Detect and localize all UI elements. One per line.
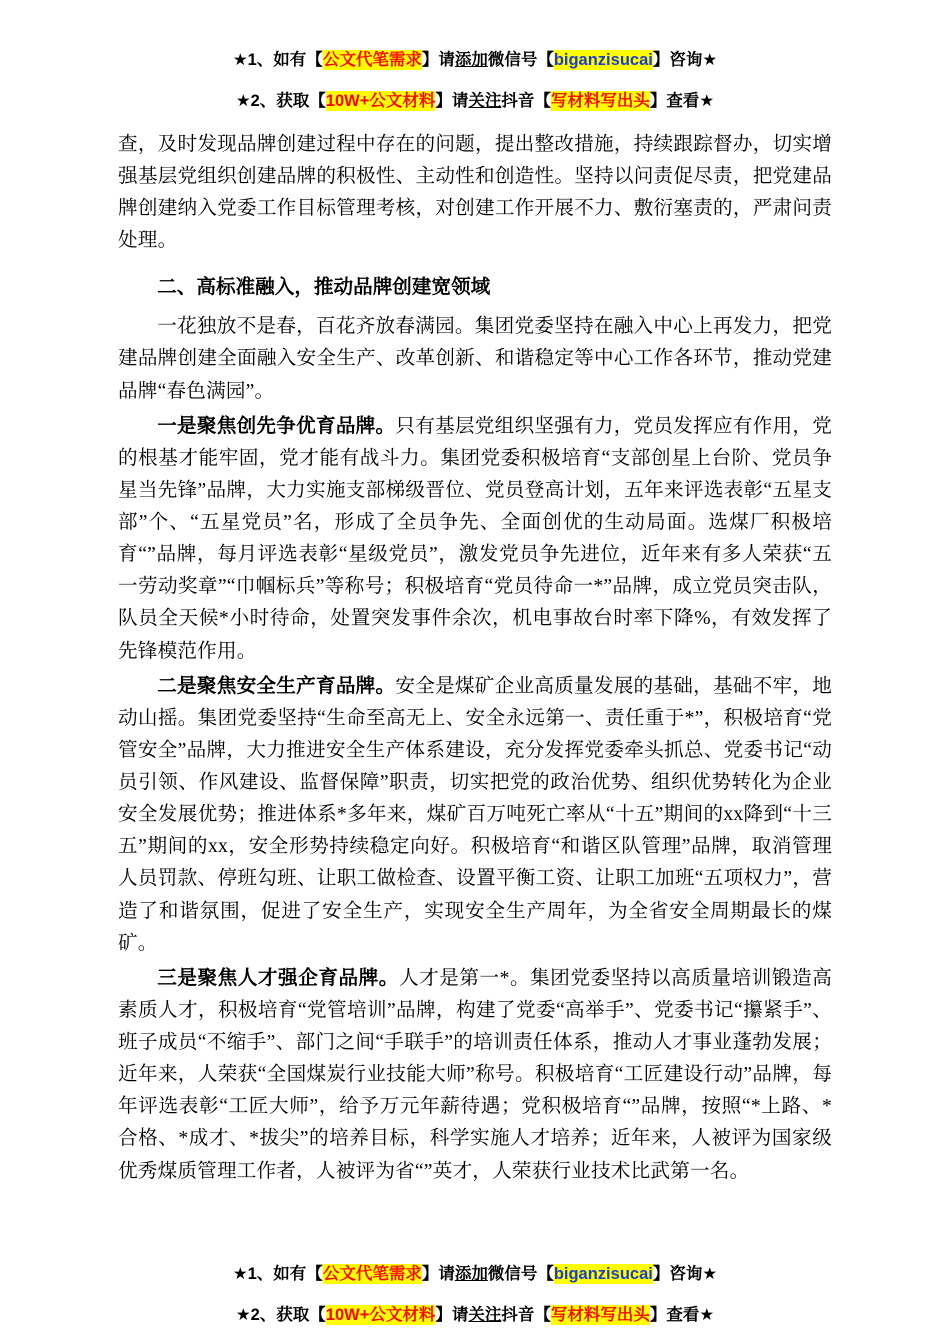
body-footer-spacer	[118, 1190, 832, 1236]
promo-bottom-line2-mid1: 】请	[435, 1305, 469, 1324]
promo-bottom-line2-prefix: ★2、获取【	[235, 1305, 326, 1324]
promo-bottom-line2-mid2: 抖音【	[501, 1305, 551, 1324]
body-paragraph-continuation: 查，及时发现品牌创建过程中存在的问题，提出整改措施，持续跟踪督办，切实增强基层党组织创建品牌的积极性、主动性和创造性。坚持以问责促尽责，把党建品牌创建纳入党委工作目标管理考核，对创建工作开展不力、敷衍塞责的，严肃问责处理。	[118, 133, 832, 251]
promo-bottom-line2-keyword-1: 10W+公文材料	[325, 1305, 436, 1324]
promo-top-line1-keyword-2: biganzisucai	[553, 51, 653, 69]
promo-top-line1-prefix: ★1、如有【	[232, 51, 323, 69]
document-body	[118, 129, 832, 1188]
promo-top-line1-keyword-1: 公文代笔需求	[322, 51, 422, 69]
body-paragraph-point-one	[118, 410, 832, 668]
promo-banner-bottom	[118, 1266, 832, 1325]
promo-banner-top	[118, 52, 832, 111]
point-two-lead: 二是聚焦安全生产育品牌。	[157, 674, 396, 697]
promo-bottom-line2-underline-1: 关注	[468, 1305, 502, 1324]
promo-bottom-line2-keyword-2: 写材料写出头	[550, 1305, 650, 1324]
promo-top-line1-suffix: 】咨询★	[652, 51, 718, 69]
promo-bottom-line1-keyword-1: 公文代笔需求	[322, 1264, 422, 1283]
body-paragraph-point-two	[118, 670, 832, 960]
promo-top-line-1	[118, 52, 832, 69]
promo-bottom-line1-mid2: 微信号【	[487, 1264, 554, 1283]
point-three-text: 人才是第一*。集团党委坚持以高质量培训锻造高素质人才，积极培育“党管培训”品牌，构建了党委“高举手”、党委书记“攥紧手”、班子成员“不缩手”、部门之间“手联手”的培训责任体系，推动人才事业蓬勃发展；近年来，人荣获“全国煤炭行业技能大师”称号。积极培育“工匠建设行动”品牌，每年评选表彰“工匠大师”，给予万元年薪待遇；党积极培育“”品牌，按照“*上路、*合格、*成才、*拔尖”的培养目标，科学实施人才培养；近年来，人被评为国家级优秀煤质管理工作者，人被评为省“”英才，人荣获行业技术比武第一名。	[118, 967, 832, 1182]
promo-bottom-line2-suffix: 】查看★	[649, 1305, 715, 1324]
body-paragraph-point-three	[118, 962, 832, 1188]
promo-bottom-line1-underline-1: 添加	[454, 1264, 488, 1283]
promo-top-line2-mid2: 抖音【	[501, 92, 551, 111]
promo-top-line1-mid2: 微信号【	[487, 51, 554, 69]
body-paragraph-intro: 一花独放不是春，百花齐放春满园。集团党委坚持在融入中心上再发力，把党建品牌创建全面融入安全生产、改革创新、和谐稳定等中心工作各环节，推动党建品牌“春色满园”。	[118, 316, 832, 402]
promo-bottom-line1-mid1: 】请	[421, 1264, 455, 1283]
promo-bottom-line1-prefix: ★1、如有【	[232, 1264, 323, 1283]
promo-bottom-line1-keyword-2: biganzisucai	[553, 1264, 653, 1283]
promo-top-line2-suffix: 】查看★	[649, 92, 715, 111]
point-one-lead: 一是聚焦创先争优育品牌。	[157, 414, 396, 437]
promo-top-line1-underline-1: 添加	[454, 51, 488, 69]
point-one-text: 只有基层党组织坚强有力，党员发挥应有作用，党的根基才能牢固，党才能有战斗力。集团党委积极培育“支部创星上台阶、党员争星当先锋”品牌，大力实施支部梯级晋位、党员登高计划，五年来评选表彰“五星支部”个、“五星党员”名，形成了全员争先、全面创优的生动局面。选煤厂积极培育“”品牌，每月评选表彰“星级党员”，激发党员争先进位，近年来有多人荣获“五一劳动奖章”“巾帼标兵”等称号；积极培育“党员待命一*”品牌，成立党员突击队，队员全天候*小时待命，处置突发事件余次，机电事故台时率下降%，有效发挥了先锋模范作用。	[118, 415, 832, 662]
point-three-lead: 三是聚焦人才强企育品牌。	[157, 966, 399, 989]
promo-bottom-line-2	[118, 1307, 832, 1324]
promo-top-line2-underline-1: 关注	[468, 92, 502, 111]
promo-bottom-line-1	[118, 1266, 832, 1283]
section-heading-two: 二、高标准融入，推动品牌创建宽领域	[157, 276, 491, 299]
promo-top-line1-mid1: 】请	[421, 51, 455, 69]
promo-top-line2-keyword-2: 写材料写出头	[550, 92, 650, 111]
promo-bottom-line1-suffix: 】咨询★	[652, 1264, 718, 1283]
promo-top-line2-keyword-1: 10W+公文材料	[325, 92, 436, 111]
promo-top-line-2	[118, 93, 832, 110]
promo-top-line2-prefix: ★2、获取【	[235, 92, 326, 111]
promo-top-line2-mid1: 】请	[435, 92, 469, 111]
point-two-text: 安全是煤矿企业高质量发展的基础，基础不牢，地动山摇。集团党委坚持“生命至高无上、安全永远第一、责任重于*”，积极培育“党管安全”品牌，大力推进安全生产体系建设，充分发挥党委牵头抓总、党委书记“动员引领、作风建设、监督保障”职责，切实把党的政治优势、组织优势转化为企业安全发展优势；推进体系*多年来，煤矿百万吨死亡率从“十五”期间的xx降到“十三五”期间的xx，安全形势持续稳定向好。积极培育“和谐区队管理”品牌，取消管理人员罚款、停班勾班、让职工做检查、设置平衡工资、让职工加班“五项权力”，营造了和谐氛围，促进了安全生产，实现安全生产周年，为全省安全周期最长的煤矿。	[118, 675, 832, 954]
